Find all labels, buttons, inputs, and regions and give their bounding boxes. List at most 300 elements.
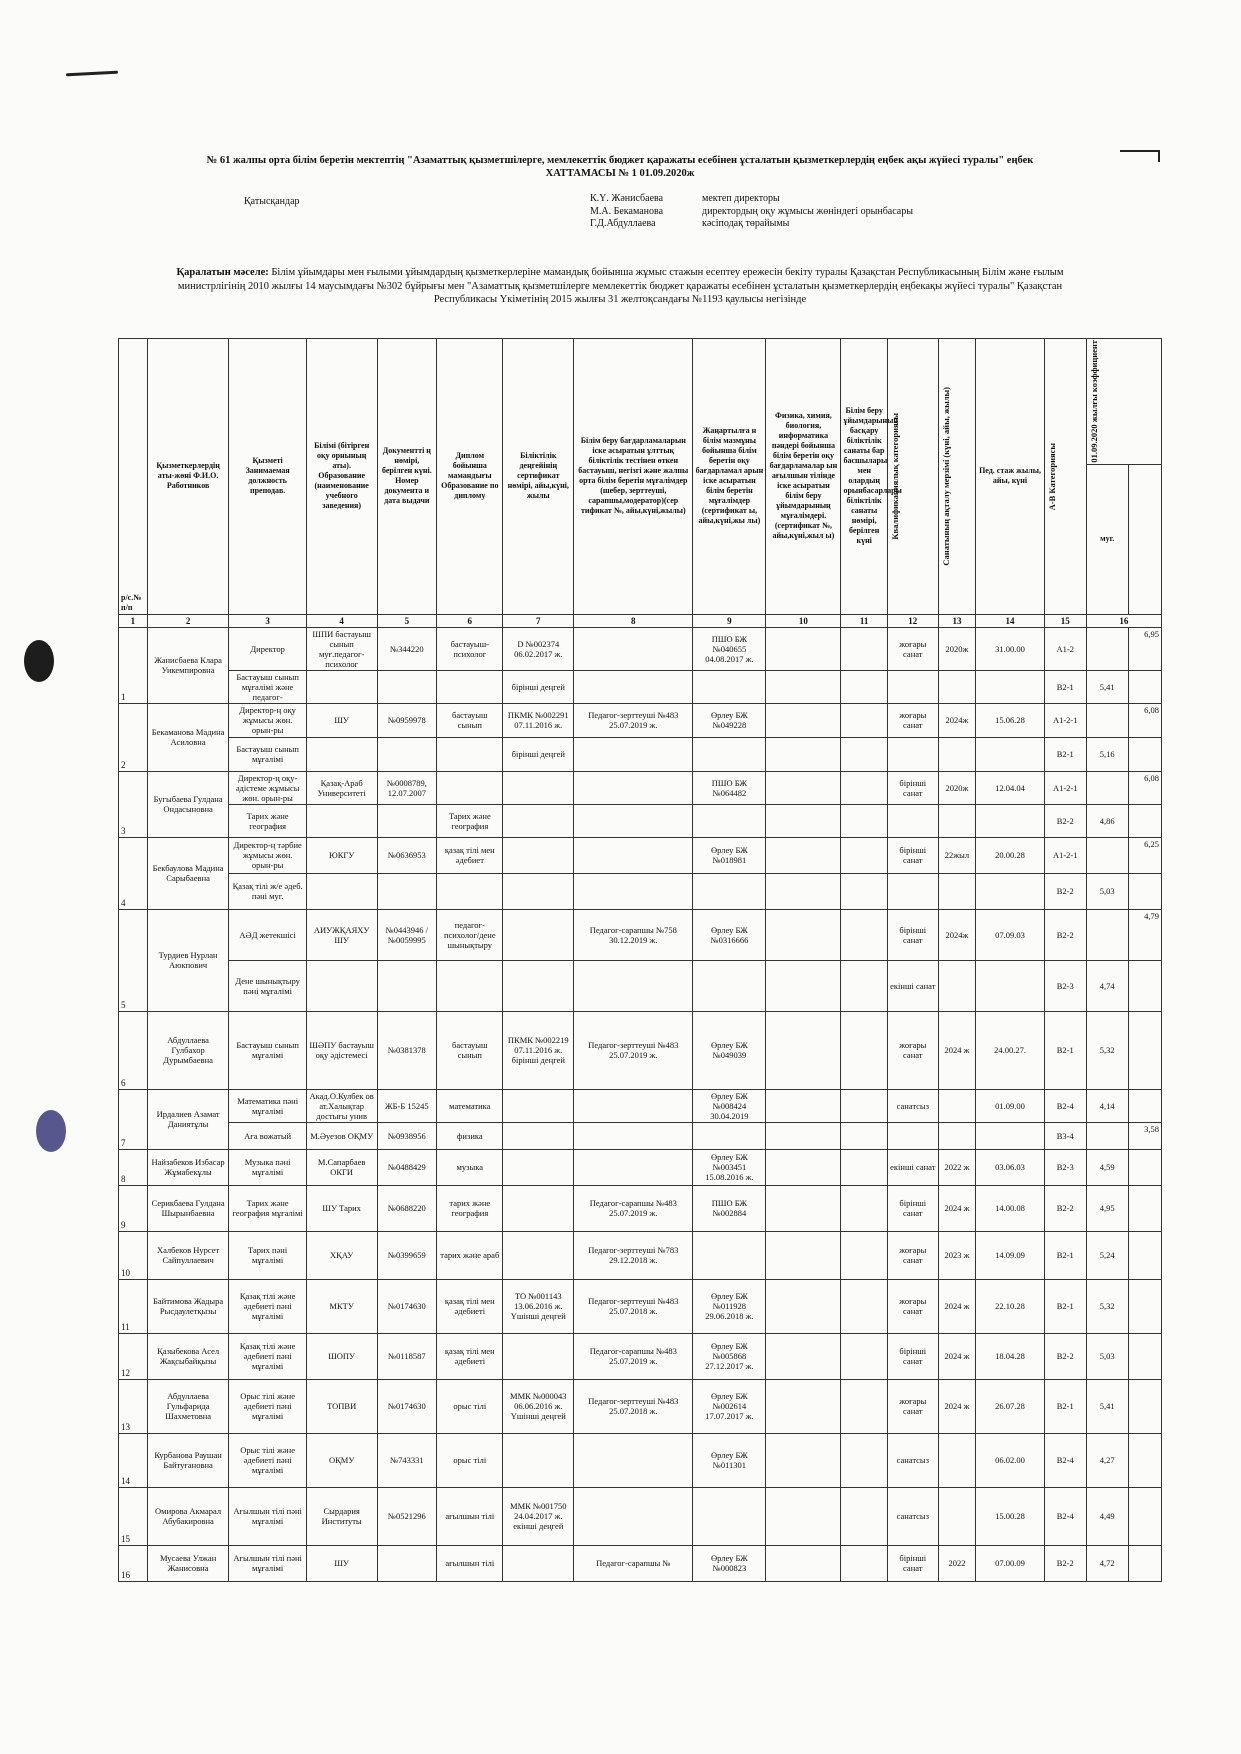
english-cert-cell <box>766 1089 841 1122</box>
table-row <box>119 1149 1162 1185</box>
column-number: 7 <box>503 614 574 627</box>
updated-content-cell: Өрлеу БЖ №008424 30.04.2019 <box>693 1089 766 1122</box>
coefficient-extra-cell <box>1128 1433 1161 1487</box>
participant-role: директордың оқу жұмысы жөніндегі орынбасары <box>702 205 913 217</box>
ped-stage-cell: 06.02.00 <box>976 1433 1045 1487</box>
diploma-cell <box>437 737 503 771</box>
management-cell <box>841 837 887 873</box>
coefficient-cell: 5,32 <box>1086 1011 1128 1089</box>
term-cell: 2024 ж <box>938 1379 976 1433</box>
certificate-cell: ПКМК №002219 07.11.2016 ж. бірінші деңгей <box>503 1011 574 1089</box>
coefficient-cell: 4,86 <box>1086 804 1128 837</box>
document-cell <box>377 737 437 771</box>
qualification-cell: санатсыз <box>887 1089 938 1122</box>
table-row <box>119 1011 1162 1089</box>
coefficient-cell: 4,72 <box>1086 1545 1128 1581</box>
staff-table <box>118 338 1162 1582</box>
education-cell: ШУ <box>306 1545 377 1581</box>
document-cell: №0488429 <box>377 1149 437 1185</box>
row-number: 12 <box>119 1333 148 1379</box>
management-cell <box>841 960 887 1011</box>
table-row <box>119 1333 1162 1379</box>
diploma-cell: бастауыш-психолог <box>437 627 503 670</box>
employee-name: Найзабеков Избасар Жұмабекұлы <box>147 1149 229 1185</box>
education-cell <box>306 804 377 837</box>
row-number: 6 <box>119 1011 148 1089</box>
english-cert-cell <box>766 1149 841 1185</box>
updated-content-cell <box>693 960 766 1011</box>
national-test-cell <box>574 837 693 873</box>
term-cell: 2023 ж <box>938 1231 976 1279</box>
term-cell: 2024ж <box>938 703 976 737</box>
certificate-cell <box>503 837 574 873</box>
position-cell: Ағылшын тілі пәні мұғалімі <box>229 1487 306 1545</box>
diploma-cell: қазақ тілі мен әдебиеті <box>437 1279 503 1333</box>
document-cell: №0443946 / №0059995 <box>377 909 437 960</box>
term-cell: 2024 ж <box>938 1185 976 1231</box>
row-number: 15 <box>119 1487 148 1545</box>
employee-name: Абдуллаева Гулбахор Дурымбаевна <box>147 1011 229 1089</box>
certificate-cell <box>503 804 574 837</box>
term-cell <box>938 873 976 909</box>
management-cell <box>841 627 887 670</box>
column-number: 8 <box>574 614 693 627</box>
row-number: 16 <box>119 1545 148 1581</box>
diploma-cell: педагог-психолог/дене шынықтыру <box>437 909 503 960</box>
management-cell <box>841 1149 887 1185</box>
updated-content-cell <box>693 1487 766 1545</box>
title-line-2: ХАТТАМАСЫ № 1 01.09.2020ж <box>545 168 695 179</box>
term-cell: 2024 ж <box>938 1279 976 1333</box>
updated-content-cell: Өрлеу БЖ №005868 27.12.2017 ж. <box>693 1333 766 1379</box>
employee-name: Ирдалиев Азамат Даниятұлы <box>147 1089 229 1149</box>
position-cell: Тарих және география мұғалімі <box>229 1185 306 1231</box>
coefficient-cell: 5,41 <box>1086 1379 1128 1433</box>
education-cell: ТОПВИ <box>306 1379 377 1433</box>
qualification-cell: бірінші санат <box>887 1185 938 1231</box>
updated-content-cell <box>693 670 766 703</box>
category-cell: В2-2 <box>1044 1185 1086 1231</box>
certificate-cell <box>503 1333 574 1379</box>
education-cell: АИУЖҚАЯХУ ШУ <box>306 909 377 960</box>
participant-row <box>590 218 913 231</box>
category-cell: В3-4 <box>1044 1122 1086 1149</box>
english-cert-cell <box>766 1122 841 1149</box>
ped-stage-cell: 14.00.08 <box>976 1185 1045 1231</box>
document-cell: №344220 <box>377 627 437 670</box>
certificate-cell <box>503 1185 574 1231</box>
header-management: Білім беру ұйымдарының басқару біліктілік санаты бар басшылары мен олардың орынбасарлары біліктілік санаты нөмірі, берілген күні <box>841 339 887 615</box>
english-cert-cell <box>766 873 841 909</box>
management-cell <box>841 1122 887 1149</box>
education-cell: М.Әуезов ОҚМУ <box>306 1122 377 1149</box>
coefficient-extra-cell <box>1128 1149 1161 1185</box>
row-number: 5 <box>119 909 148 1011</box>
column-number: 10 <box>766 614 841 627</box>
header-updated-content: Жаңартылға н білім мазмұны бойынша білім беретін оқу бағдарламал арын іске асыратын білім беретін мұғалімдер (сертификат ы, айы,күні,жы лы) <box>693 339 766 615</box>
category-cell: В2-1 <box>1044 737 1086 771</box>
term-cell <box>938 1089 976 1122</box>
coefficient-cell <box>1086 771 1128 804</box>
national-test-cell: Педагог-сарапшы № <box>574 1545 693 1581</box>
national-test-cell <box>574 1089 693 1122</box>
row-number: 10 <box>119 1231 148 1279</box>
category-cell: А1-2-1 <box>1044 837 1086 873</box>
coefficient-extra-cell <box>1128 804 1161 837</box>
employee-name: Халбеков Нурсет Сайпуллаевич <box>147 1231 229 1279</box>
document-cell: №0399659 <box>377 1231 437 1279</box>
updated-content-cell <box>693 804 766 837</box>
employee-name: Жанисбаева Клара Уикемпировна <box>147 627 229 703</box>
english-cert-cell <box>766 703 841 737</box>
ped-stage-cell: 31.00.00 <box>976 627 1045 670</box>
document-cell: №0636953 <box>377 837 437 873</box>
national-test-cell: Педагог-зерттеуші №483 25.07.2018 ж. <box>574 1279 693 1333</box>
management-cell <box>841 1089 887 1122</box>
category-cell: В2-2 <box>1044 909 1086 960</box>
header-education: Білімі (бітірген оқу орнының аты). Образование (наименование учебного заведения) <box>306 339 377 615</box>
english-cert-cell <box>766 909 841 960</box>
header-english-teachers: Физика, химия, биология, информатика пәндері бойынша білім беретін оқу бағдарламалар ын ағылшын тілінде іске асыратын білім беру ұйымдарының мұғалімдері. (сертификат №, айы,күні,жыл ы) <box>766 339 841 615</box>
header-ab-category: А-В Категориясы <box>1044 339 1086 615</box>
category-cell: В2-2 <box>1044 873 1086 909</box>
certificate-cell <box>503 960 574 1011</box>
ped-stage-cell: 01.09.00 <box>976 1089 1045 1122</box>
ped-stage-cell: 12.04.04 <box>976 771 1045 804</box>
english-cert-cell <box>766 627 841 670</box>
position-cell: Математика пәні мұғалімі <box>229 1089 306 1122</box>
header-qualification: Квалификациялық категориясы <box>887 339 938 615</box>
table-row <box>119 1545 1162 1581</box>
punch-hole-mark <box>24 640 54 682</box>
coefficient-cell: 5,03 <box>1086 873 1128 909</box>
diploma-cell <box>437 873 503 909</box>
header-ped-stage: Пед. стаж жылы, айы, күні <box>976 339 1045 615</box>
coefficient-cell: 5,41 <box>1086 670 1128 703</box>
qualification-cell: бірінші санат <box>887 1333 938 1379</box>
qualification-cell <box>887 1122 938 1149</box>
table-row <box>119 627 1162 670</box>
management-cell <box>841 1545 887 1581</box>
row-number: 11 <box>119 1279 148 1333</box>
ped-stage-cell: 07.09.03 <box>976 909 1045 960</box>
education-cell: М.Сапарбаев ОКГИ <box>306 1149 377 1185</box>
ped-stage-cell: 22.10.28 <box>976 1279 1045 1333</box>
coefficient-extra-cell <box>1128 873 1161 909</box>
coefficient-cell: 5,03 <box>1086 1333 1128 1379</box>
table-row <box>119 703 1162 737</box>
employee-name: Бекаманова Мадина Асиловна <box>147 703 229 771</box>
qualification-cell: жоғары санат <box>887 1231 938 1279</box>
category-cell: А1-2 <box>1044 627 1086 670</box>
english-cert-cell <box>766 1487 841 1545</box>
category-cell: В2-1 <box>1044 670 1086 703</box>
qualification-cell: санатсыз <box>887 1487 938 1545</box>
english-cert-cell <box>766 670 841 703</box>
english-cert-cell <box>766 737 841 771</box>
management-cell <box>841 670 887 703</box>
employee-name: Абдуллаева Гульфарида Шахметовна <box>147 1379 229 1433</box>
position-cell: Бастауыш сынып мұғалімі және педагог- <box>229 670 306 703</box>
document-cell <box>377 960 437 1011</box>
table-row <box>119 670 1162 703</box>
coefficient-cell: 4,14 <box>1086 1089 1128 1122</box>
position-cell: Тарих пәні мұғалімі <box>229 1231 306 1279</box>
header-rownum: р/с.№ п/п <box>119 339 148 615</box>
education-cell: ШОПУ <box>306 1333 377 1379</box>
column-number: 14 <box>976 614 1045 627</box>
education-cell: ШПИ бастауыш сынып муғ.педагог-психолог <box>306 627 377 670</box>
term-cell: 2024ж <box>938 909 976 960</box>
term-cell <box>938 1487 976 1545</box>
document-cell <box>377 804 437 837</box>
english-cert-cell <box>766 960 841 1011</box>
category-cell: В2-3 <box>1044 1149 1086 1185</box>
coefficient-cell: 4,74 <box>1086 960 1128 1011</box>
category-cell: В2-4 <box>1044 1433 1086 1487</box>
position-cell: Ағылшын тілі пәні мұғалімі <box>229 1545 306 1581</box>
document-cell: №0008789, 12.07.2007 <box>377 771 437 804</box>
row-number: 2 <box>119 703 148 771</box>
row-number: 3 <box>119 771 148 837</box>
education-cell <box>306 670 377 703</box>
certificate-cell: бірінші деңгей <box>503 670 574 703</box>
national-test-cell <box>574 804 693 837</box>
term-cell <box>938 1433 976 1487</box>
column-number: 13 <box>938 614 976 627</box>
english-cert-cell <box>766 1433 841 1487</box>
employee-name: Курбанова Раушан Байтуғановна <box>147 1433 229 1487</box>
education-cell: ОҚМУ <box>306 1433 377 1487</box>
category-cell: В2-1 <box>1044 1379 1086 1433</box>
category-cell: В2-2 <box>1044 1545 1086 1581</box>
position-cell: Директор-ң тәрбие жұмысы жөн. орын-ры <box>229 837 306 873</box>
document-cell: №0688220 <box>377 1185 437 1231</box>
education-cell: МКТУ <box>306 1279 377 1333</box>
ped-stage-cell <box>976 804 1045 837</box>
national-test-cell: Педагог-зерттеуші №483 25.07.2019 ж. <box>574 703 693 737</box>
coefficient-extra-cell <box>1128 1487 1161 1545</box>
diploma-cell: тарих және араб <box>437 1231 503 1279</box>
qualification-cell: жоғары санат <box>887 703 938 737</box>
coefficient-cell: 4,59 <box>1086 1149 1128 1185</box>
category-cell: А1-2-1 <box>1044 703 1086 737</box>
national-test-cell <box>574 1433 693 1487</box>
position-cell: АӘД жетекшісі <box>229 909 306 960</box>
coefficient-cell <box>1086 909 1128 960</box>
education-cell: ШУ <box>306 703 377 737</box>
ped-stage-cell: 26.07.28 <box>976 1379 1045 1433</box>
certificate-cell: ПКМК №002291 07.11.2016 ж. <box>503 703 574 737</box>
document-cell: №0118587 <box>377 1333 437 1379</box>
document-cell: №743331 <box>377 1433 437 1487</box>
row-number: 14 <box>119 1433 148 1487</box>
term-cell: 22жыл <box>938 837 976 873</box>
table-row <box>119 909 1162 960</box>
participant-name: Г.Д.Абдуллаева <box>590 218 656 229</box>
national-test-cell <box>574 670 693 703</box>
agenda-label: Қаралатын мәселе: <box>176 267 269 278</box>
category-cell: В2-2 <box>1044 804 1086 837</box>
management-cell <box>841 737 887 771</box>
coefficient-extra-cell <box>1128 1011 1161 1089</box>
education-cell: Қазақ-Араб Университеті <box>306 771 377 804</box>
certificate-cell: бірінші деңгей <box>503 737 574 771</box>
qualification-cell: жоғары санат <box>887 1011 938 1089</box>
row-number: 1 <box>119 627 148 703</box>
english-cert-cell <box>766 1279 841 1333</box>
management-cell <box>841 873 887 909</box>
national-test-cell: Педагог-зерттеуші №483 25.07.2018 ж. <box>574 1379 693 1433</box>
english-cert-cell <box>766 771 841 804</box>
table-row <box>119 771 1162 804</box>
national-test-cell: Педагог-сарапшы №483 25.07.2019 ж. <box>574 1185 693 1231</box>
updated-content-cell: Өрлеу БЖ №018981 <box>693 837 766 873</box>
header-certificate: Біліктілік деңгейінің сертификат нөмірі, айы,күні, жылы <box>503 339 574 615</box>
certificate-cell <box>503 873 574 909</box>
education-cell <box>306 873 377 909</box>
employee-name: Мусаева Улжан Жанисовна <box>147 1545 229 1581</box>
diploma-cell: қазақ тілі мен әдебиет <box>437 837 503 873</box>
agenda-paragraph <box>160 266 1080 307</box>
coefficient-cell <box>1086 627 1128 670</box>
management-cell <box>841 1279 887 1333</box>
management-cell <box>841 1333 887 1379</box>
corner-bracket-mark <box>1120 150 1160 162</box>
employee-name: Бекбаулова Мадина Сарыбаевна <box>147 837 229 909</box>
header-name: Қызметкерлердің аты-жөні Ф.И.О. Работников <box>147 339 229 615</box>
diploma-cell <box>437 771 503 804</box>
certificate-cell <box>503 1545 574 1581</box>
coefficient-extra-cell <box>1128 670 1161 703</box>
document-cell: №0521296 <box>377 1487 437 1545</box>
table-row <box>119 1231 1162 1279</box>
ped-stage-cell <box>976 670 1045 703</box>
education-cell: ХҚАУ <box>306 1231 377 1279</box>
category-cell: В2-4 <box>1044 1089 1086 1122</box>
updated-content-cell: Өрлеу БЖ №000823 <box>693 1545 766 1581</box>
employee-name: Қазыбекова Асел Жақсыбайқызы <box>147 1333 229 1379</box>
term-cell <box>938 960 976 1011</box>
national-test-cell: Педагог-зерттеуші №483 25.07.2019 ж. <box>574 1011 693 1089</box>
category-cell: В2-1 <box>1044 1011 1086 1089</box>
term-cell: 2024 ж <box>938 1333 976 1379</box>
management-cell <box>841 1011 887 1089</box>
table-row <box>119 837 1162 873</box>
ped-stage-cell: 07.00.09 <box>976 1545 1045 1581</box>
diploma-cell <box>437 670 503 703</box>
qualification-cell: бірінші санат <box>887 837 938 873</box>
table-row <box>119 1433 1162 1487</box>
coefficient-extra-cell: 6,08 <box>1128 703 1161 737</box>
education-cell: ШУ Тарих <box>306 1185 377 1231</box>
header-position: Қызметі Занимаемая должность преподав. <box>229 339 306 615</box>
participant-row <box>590 206 913 219</box>
updated-content-cell: Өрлеу БЖ №011928 29.06.2018 ж. <box>693 1279 766 1333</box>
employee-name: Бугыбаева Гулдана Ондасыновна <box>147 771 229 837</box>
position-cell: Қазақ тілі ж/е әдеб. пәні муг. <box>229 873 306 909</box>
ped-stage-cell <box>976 737 1045 771</box>
management-cell <box>841 1487 887 1545</box>
agenda-text: Білім ұйымдары мен ғылыми ұйымдардың қызметкерлеріне мамандық бойынша жұмыс стажын есептеу ережесін бекіту туралы Қазақстан Республикасының Білім және ғылым министрлігінің 2010 жылғы 14 маусымдағы №302 бұйрығы мен "Азаматтық қызметшілерге мемлекеттік бюджет қаражаты есебінен ұсталатын қызметкерлердің еңбекақы жүйесі туралы" Қазақстан Республикасы Үкіметінің 2015 жылғы 31 желтоқсандағы №1193 қаулысы негізінде <box>177 267 1064 305</box>
column-number: 4 <box>306 614 377 627</box>
column-number: 6 <box>437 614 503 627</box>
document-cell: ЖБ-Б 15245 <box>377 1089 437 1122</box>
updated-content-cell: Өрлеу БЖ №0316666 <box>693 909 766 960</box>
ped-stage-cell: 14.09.09 <box>976 1231 1045 1279</box>
management-cell <box>841 703 887 737</box>
qualification-cell: санатсыз <box>887 1433 938 1487</box>
updated-content-cell <box>693 873 766 909</box>
diploma-cell: Тарих және география <box>437 804 503 837</box>
diploma-cell: ағылшын тілі <box>437 1545 503 1581</box>
position-cell: Директор-ң оқу жұмысы жөн. орын-ры <box>229 703 306 737</box>
diploma-cell: орыс тілі <box>437 1379 503 1433</box>
document-cell <box>377 873 437 909</box>
row-number: 7 <box>119 1089 148 1149</box>
term-cell <box>938 1122 976 1149</box>
document-cell: №0174630 <box>377 1379 437 1433</box>
header-coefficient-extra <box>1128 464 1161 614</box>
participant-name: М.А. Бекаманова <box>590 205 664 217</box>
national-test-cell <box>574 737 693 771</box>
education-cell: ЮКГУ <box>306 837 377 873</box>
participant-name: К.Ү. Жәнисбаева <box>590 193 664 204</box>
qualification-cell <box>887 670 938 703</box>
diploma-cell <box>437 960 503 1011</box>
coefficient-extra-cell <box>1128 737 1161 771</box>
updated-content-cell: Өрлеу БЖ №049228 <box>693 703 766 737</box>
coefficient-extra-cell <box>1128 1379 1161 1433</box>
table-row <box>119 960 1162 1011</box>
coefficient-cell: 5,24 <box>1086 1231 1128 1279</box>
national-test-cell <box>574 873 693 909</box>
qualification-cell: жоғары санат <box>887 1379 938 1433</box>
coefficient-extra-cell <box>1128 960 1161 1011</box>
certificate-cell <box>503 1231 574 1279</box>
header-coefficient-sub: муг. <box>1086 464 1128 614</box>
diploma-cell: физика <box>437 1122 503 1149</box>
pen-stroke-mark <box>66 71 118 77</box>
updated-content-cell <box>693 1231 766 1279</box>
header-coefficient: 01.09.2020 жылғы коэффициент <box>1086 339 1161 465</box>
position-cell: Қазақ тілі және әдебиеті пәні мұғалімі <box>229 1333 306 1379</box>
diploma-cell: музыка <box>437 1149 503 1185</box>
coefficient-cell <box>1086 703 1128 737</box>
ped-stage-cell: 24.00.27. <box>976 1011 1045 1089</box>
table-row <box>119 1487 1162 1545</box>
position-cell: Музыка пәні мұғалімі <box>229 1149 306 1185</box>
qualification-cell: екінші санат <box>887 960 938 1011</box>
coefficient-extra-cell <box>1128 1185 1161 1231</box>
position-cell: Бастауыш сынып мұғалімі <box>229 737 306 771</box>
updated-content-cell: ПШО БЖ №040655 04.08.2017 ж. <box>693 627 766 670</box>
national-test-cell: Педагог-сарапшы №758 30.12.2019 ж. <box>574 909 693 960</box>
updated-content-cell: ПШО БЖ №002884 <box>693 1185 766 1231</box>
employee-name: Байтимова Жадыра Рысдаулетқызы <box>147 1279 229 1333</box>
management-cell <box>841 1433 887 1487</box>
updated-content-cell: Өрлеу БЖ №049039 <box>693 1011 766 1089</box>
education-cell <box>306 737 377 771</box>
education-cell: Сырдария Институты <box>306 1487 377 1545</box>
coefficient-extra-cell: 4,79 <box>1128 909 1161 960</box>
certificate-cell: D №002374 06.02.2017 ж. <box>503 627 574 670</box>
coefficient-cell: 4,95 <box>1086 1185 1128 1231</box>
position-cell: Директор <box>229 627 306 670</box>
english-cert-cell <box>766 1231 841 1279</box>
term-cell: 2022 <box>938 1545 976 1581</box>
qualification-cell <box>887 873 938 909</box>
